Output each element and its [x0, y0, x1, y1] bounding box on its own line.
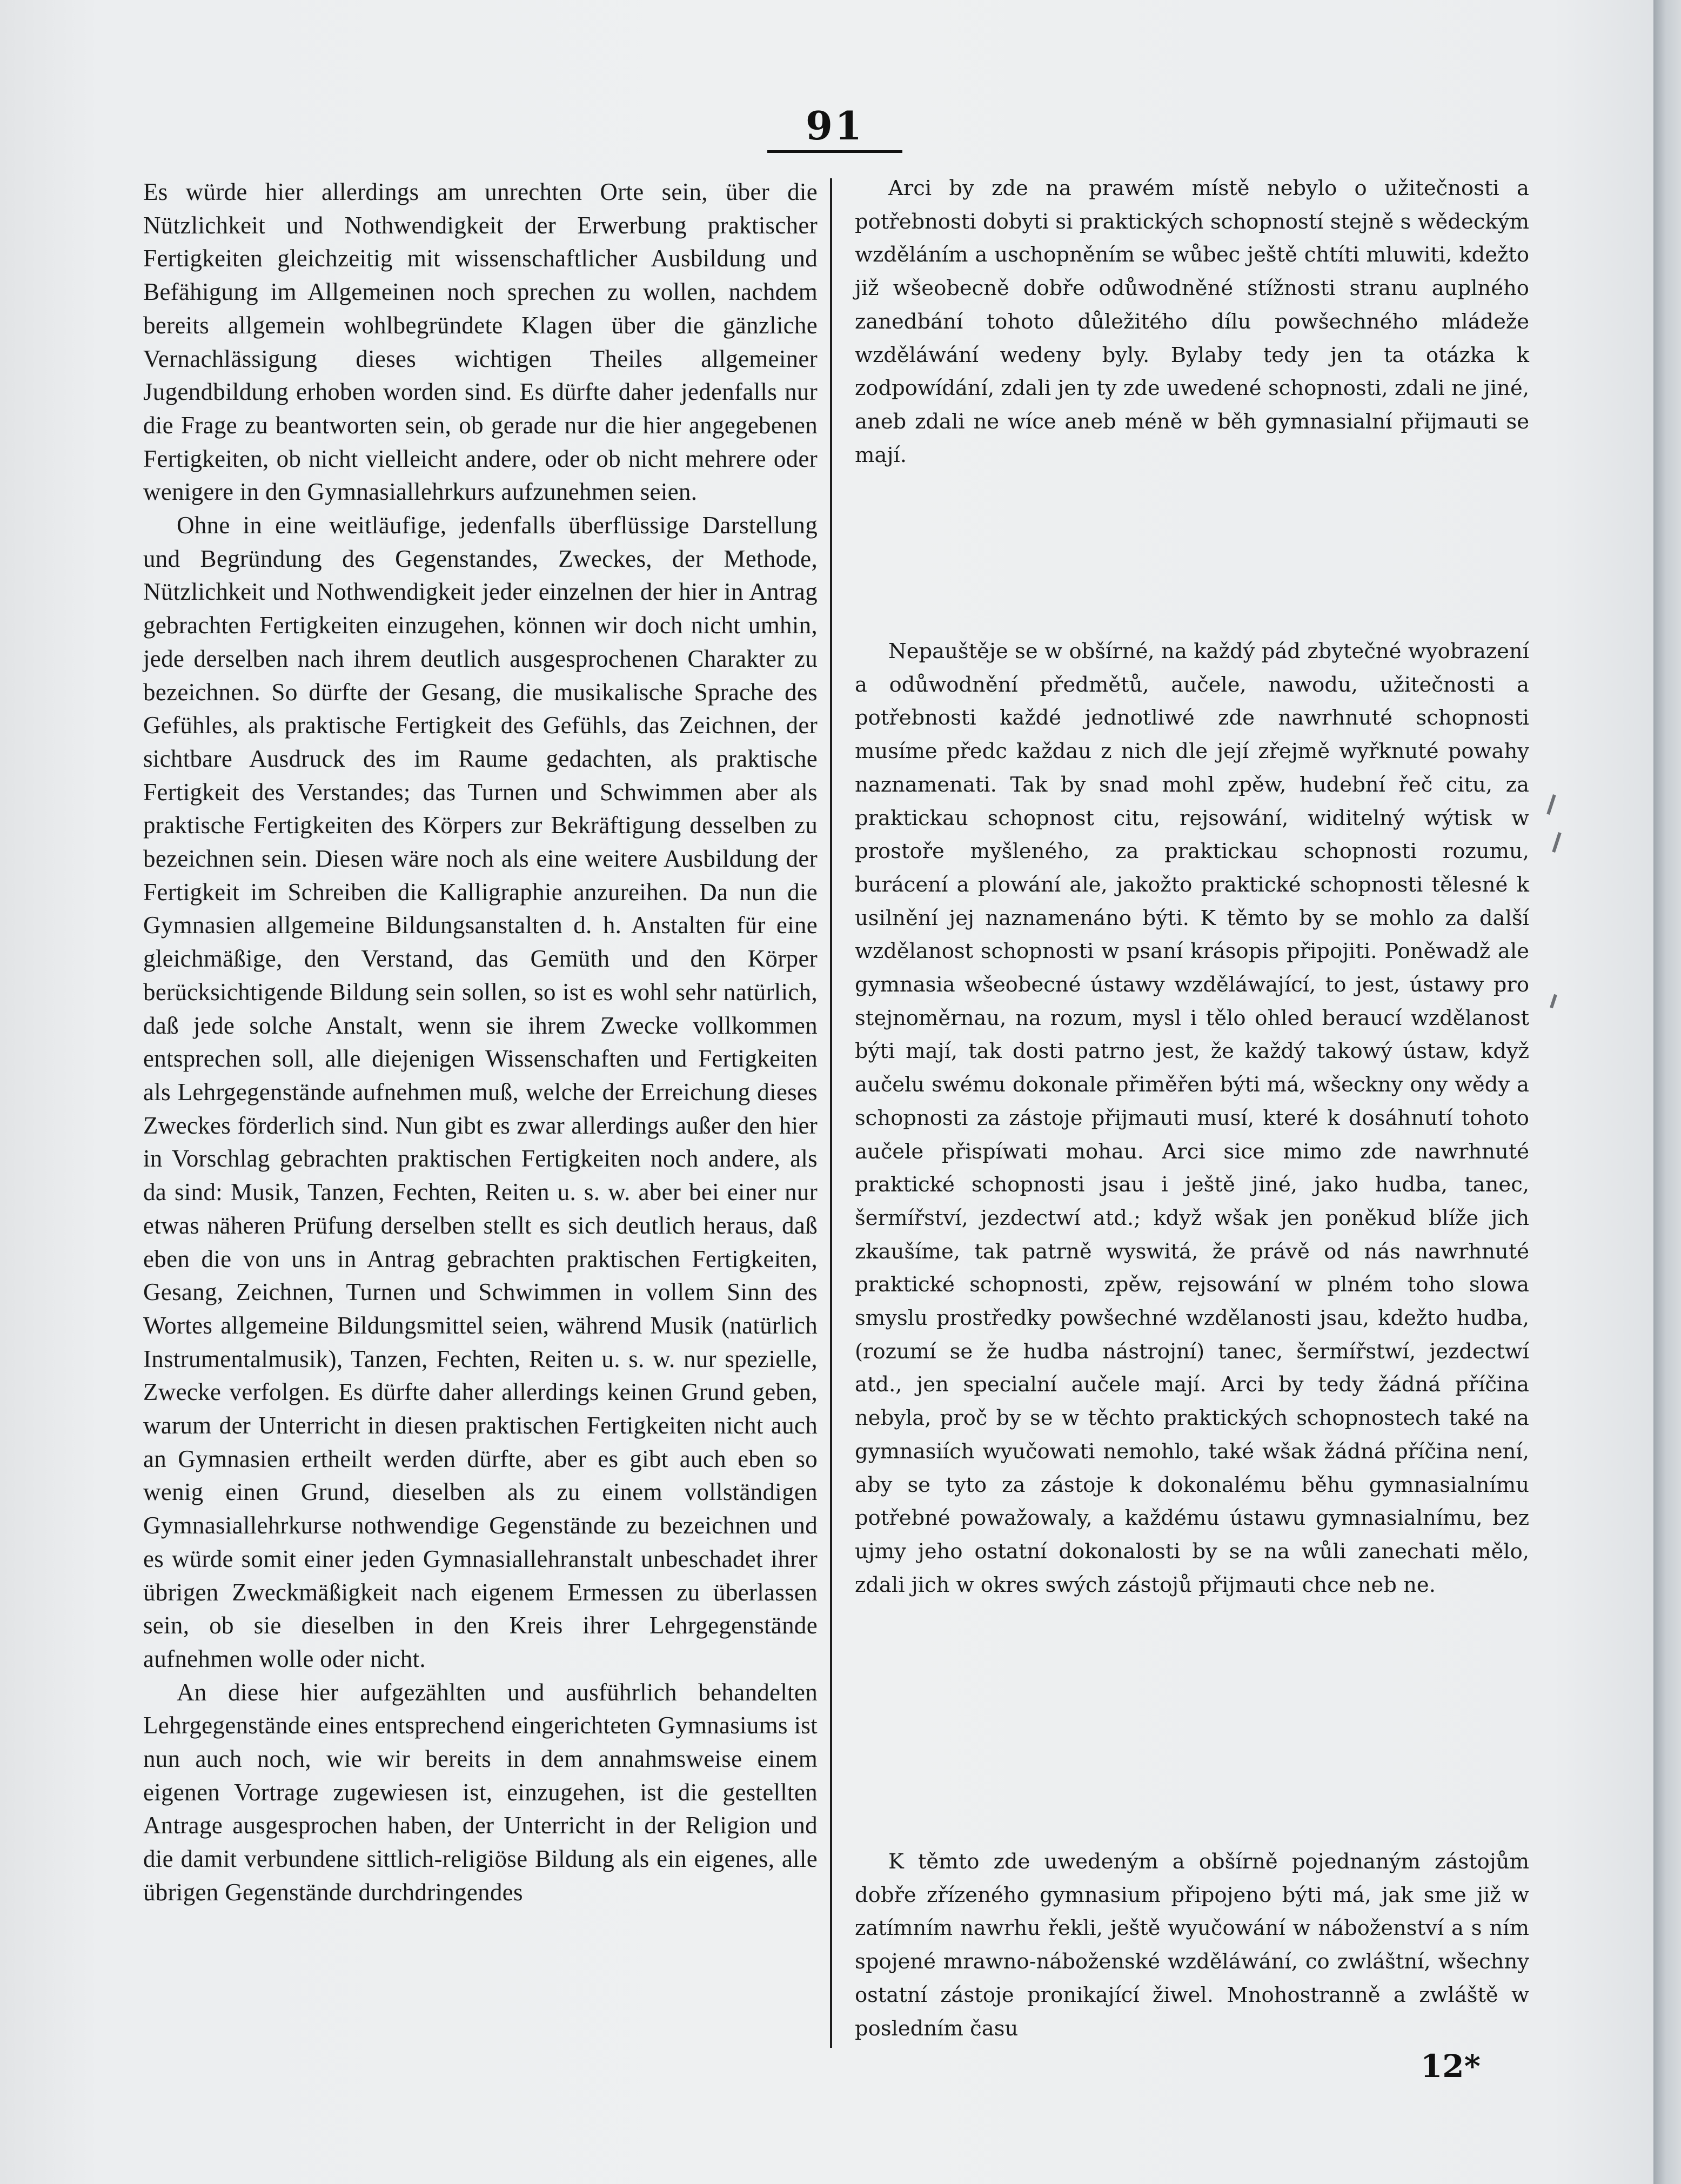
czech-paragraph-2: Nepauštěje se w obšírné, na každý pád zbytečné wyobrazení a odůwodnění předmětů, aučele, nawodu, užitečnosti a potřebnosti každé jednotliwé zde nawrhnuté schopnosti musíme předc každau z nich dle její zřejmě wyřknuté powahy naznamenati. Tak by snad mohl zpěw, hudební řeč citu, za praktickau schopnost citu, rejsowání, widitelný wýtisk w prostoře myšleného, za praktickau schopnosti rozumu, burácení a plowání ale, jakožto praktické schopnosti tělesné k usilnění jej naznamenáno býti. K těmto by se mohlo za další wzdělanost schopnosti w psaní krásopis připojiti. Poněwadž ale gymnasia wšeobecné ústawy wzděláwající, to jest, ústawy pro stejnoměrnau, na rozum, mysl i tělo ohled beraucí wzdělanost býti mají, tak dosti patrno jest, že každý takowý ústaw, když aučelu swému dokonale přiměřen býti má, wšeckny ony wědy a schopnosti za zástoje přijmauti musí, které k dosáhnutí tohoto aučele přispíwati mohau. Arci sice mimo zde nawrhnuté praktické schopnosti jsau i ještě jiné, jako hudba, tanec, šermířství, jezdectwí atd.; když wšak jen poněkud blíže jich zkaušíme, tak patrně wyswitá, že právě od nás nawrhnuté praktické schopnosti, zpěw, rejsowání w plném toho slowa smyslu prostředky powšechné wzdělanosti jsau, kdežto hudba, (rozumí se že hudba nástrojní) tanec, šermířstwí, jezdectwí atd., jen specialní aučele mají. Arci by tedy žádná příčina nebyla, proč by se w těchto praktických schopnostech také na gymnasiích wyučowati nemohlo, také wšak žádná příčina není, aby se tyto za zástoje k dokonalému běhu gymnasialnímu potřebné powažowaly, a každému ústawu gymnasialnímu, bez ujmy jeho ostatní dokonalosti by se na wůli zanechati mělo, zdali jich w okres swých zástojů přijmauti chce neb ne.	[855, 639, 1529, 1597]
german-column	[143, 176, 818, 1910]
page-number: 91	[805, 103, 865, 149]
czech-paragraph-3: K těmto zde uwedeným a obšírně pojednaným zástojům dobře zřízeného gymnasium připojeno býti má, jak sme již w zatímním nawrhu řekli, ještě wyučowání w náboženství a s ním spojené mrawno-náboženské wzděláwání, co zwláštní, wšechny ostatní zástoje pronikající žiwel. Mnohostranně a zwláště w posledním času	[855, 1850, 1529, 2041]
page-edge-shadow	[1653, 0, 1681, 2184]
czech-column-block-1	[855, 172, 1529, 472]
czech-paragraph-1: Arci by zde na prawém místě nebylo o užitečnosti a potřebnosti dobyti si praktických schopností stejně s wědeckým wzděláním a uschopněním se wůbec ještě chtíti mluwiti, kdežto již wšeobecně dobře odůwodněné stížnosti stranu auplného zanedbání tohoto důležitého dílu powšechného mládeže wzděláwání wedeny byly. Bylaby tedy jen ta otázka k zodpowídání, zdali jen ty zde uwedené schopnosti, zdali ne jiné, aneb zdali ne wíce aneb méně w běh gymnasialní přijmauti se mají.	[855, 176, 1529, 467]
czech-column-block-2	[855, 635, 1529, 1602]
czech-column-block-3	[855, 1845, 1529, 2045]
german-paragraph-1: Es würde hier allerdings am unrechten Orte sein, über die Nützlichkeit und Nothwendigkeit der Erwerbung praktischer Fertigkeiten gleichzeitig mit wissenschaftlicher Ausbildung und Befähigung im Allgemeinen noch sprechen zu wollen, nachdem bereits allgemein wohlbegründete Klagen über die gänzliche Vernachlässigung dieses wichtigen Theiles allgemeiner Jugendbildung erhoben worden sind. Es dürfte daher jedenfalls nur die Frage zu beantworten sein, ob gerade nur die hier angegebenen Fertigkeiten, ob nicht vielleicht andere, oder ob nicht mehrere oder wenigere in den Gymnasiallehrkurs aufzunehmen seien.	[143, 178, 818, 506]
german-paragraph-2: Ohne in eine weitläufige, jedenfalls überflüssige Darstellung und Begründung des Gegenstandes, Zweckes, der Methode, Nützlichkeit und Nothwendigkeit jeder einzelnen der hier in Antrag gebrachten Fertigkeiten einzugehen, können wir doch nicht umhin, jede derselben nach ihrem deutlich ausgesprochenen Charakter zu bezeichnen. So dürfte der Gesang, die musikalische Sprache des Gefühles, als praktische Fertigkeit des Gefühls, das Zeichnen, der sichtbare Ausdruck des im Raume gedachten, als praktische Fertigkeit des Verstandes; das Turnen und Schwimmen aber als praktische Fertigkeiten des Körpers zur Bekräftigung desselben zu bezeichnen sein. Diesen wäre noch als eine weitere Ausbildung der Fertigkeit im Schreiben die Kalligraphie anzureihen. Da nun die Gymnasien allgemeine Bildungsanstalten d. h. Anstalten für eine gleichmäßige, den Verstand, das Gemüth und den Körper berücksichtigende Bildung sein sollen, so ist es wohl sehr natürlich, daß jede solche Anstalt, wenn sie ihrem Zwecke vollkommen entsprechen soll, alle diejenigen Wissenschaften und Fertigkeiten als Lehrgegenstände aufnehmen muß, welche der Erreichung dieses Zweckes förderlich sind. Nun gibt es zwar allerdings außer den hier in Vorschlag gebrachten praktischen Fertigkeiten noch andere, als da sind: Musik, Tanzen, Fechten, Reiten u. s. w. aber bei einer nur etwas näheren Prüfung derselben stellt es sich deutlich heraus, daß eben die von uns in Antrag gebrachten praktischen Fertigkeiten, Gesang, Zeichnen, Turnen und Schwimmen in vollem Sinn des Wortes allgemeine Bildungsmittel seien, während Musik (natürlich Instrumentalmusik), Tanzen, Fechten, Reiten u. s. w. nur spezielle, Zwecke verfolgen. Es dürfte daher allerdings keinen Grund geben, warum der Unterricht in diesen praktischen Fertigkeiten nicht auch an Gymnasien ertheilt werden dürfte, aber es gibt auch eben so wenig einen Grund, dieselben als zu einem vollständigen Gymnasiallehrkurse nothwendige Gegenstände zu bezeichnen und es würde somit einer jeden Gymnasiallehranstalt unbeschadet ihrer übrigen Zweckmäßigkeit nach eigenem Ermessen zu überlassen sein, ob sie dieselben in den Kreis ihrer Lehrgegenstände aufnehmen wolle oder nicht.	[143, 512, 818, 1672]
column-divider	[830, 178, 832, 2048]
page-number-underline	[767, 150, 902, 153]
signature-mark: 12*	[1420, 2048, 1481, 2085]
german-paragraph-3: An diese hier aufgezählten und ausführlich behandelten Lehrgegenstände eines entsprechend eingerichteten Gymnasiums ist nun auch noch, wie wir bereits in dem annahmsweise einem eigenen Vortrage zugewiesen ist, einzugehen, ist die gestellten Antrage ausgesprochen haben, der Unterricht in der Religion und die damit verbundene sittlich-religiöse Bildung als ein eigenes, alle übrigen Gegenstände durchdringendes	[143, 1678, 818, 1906]
